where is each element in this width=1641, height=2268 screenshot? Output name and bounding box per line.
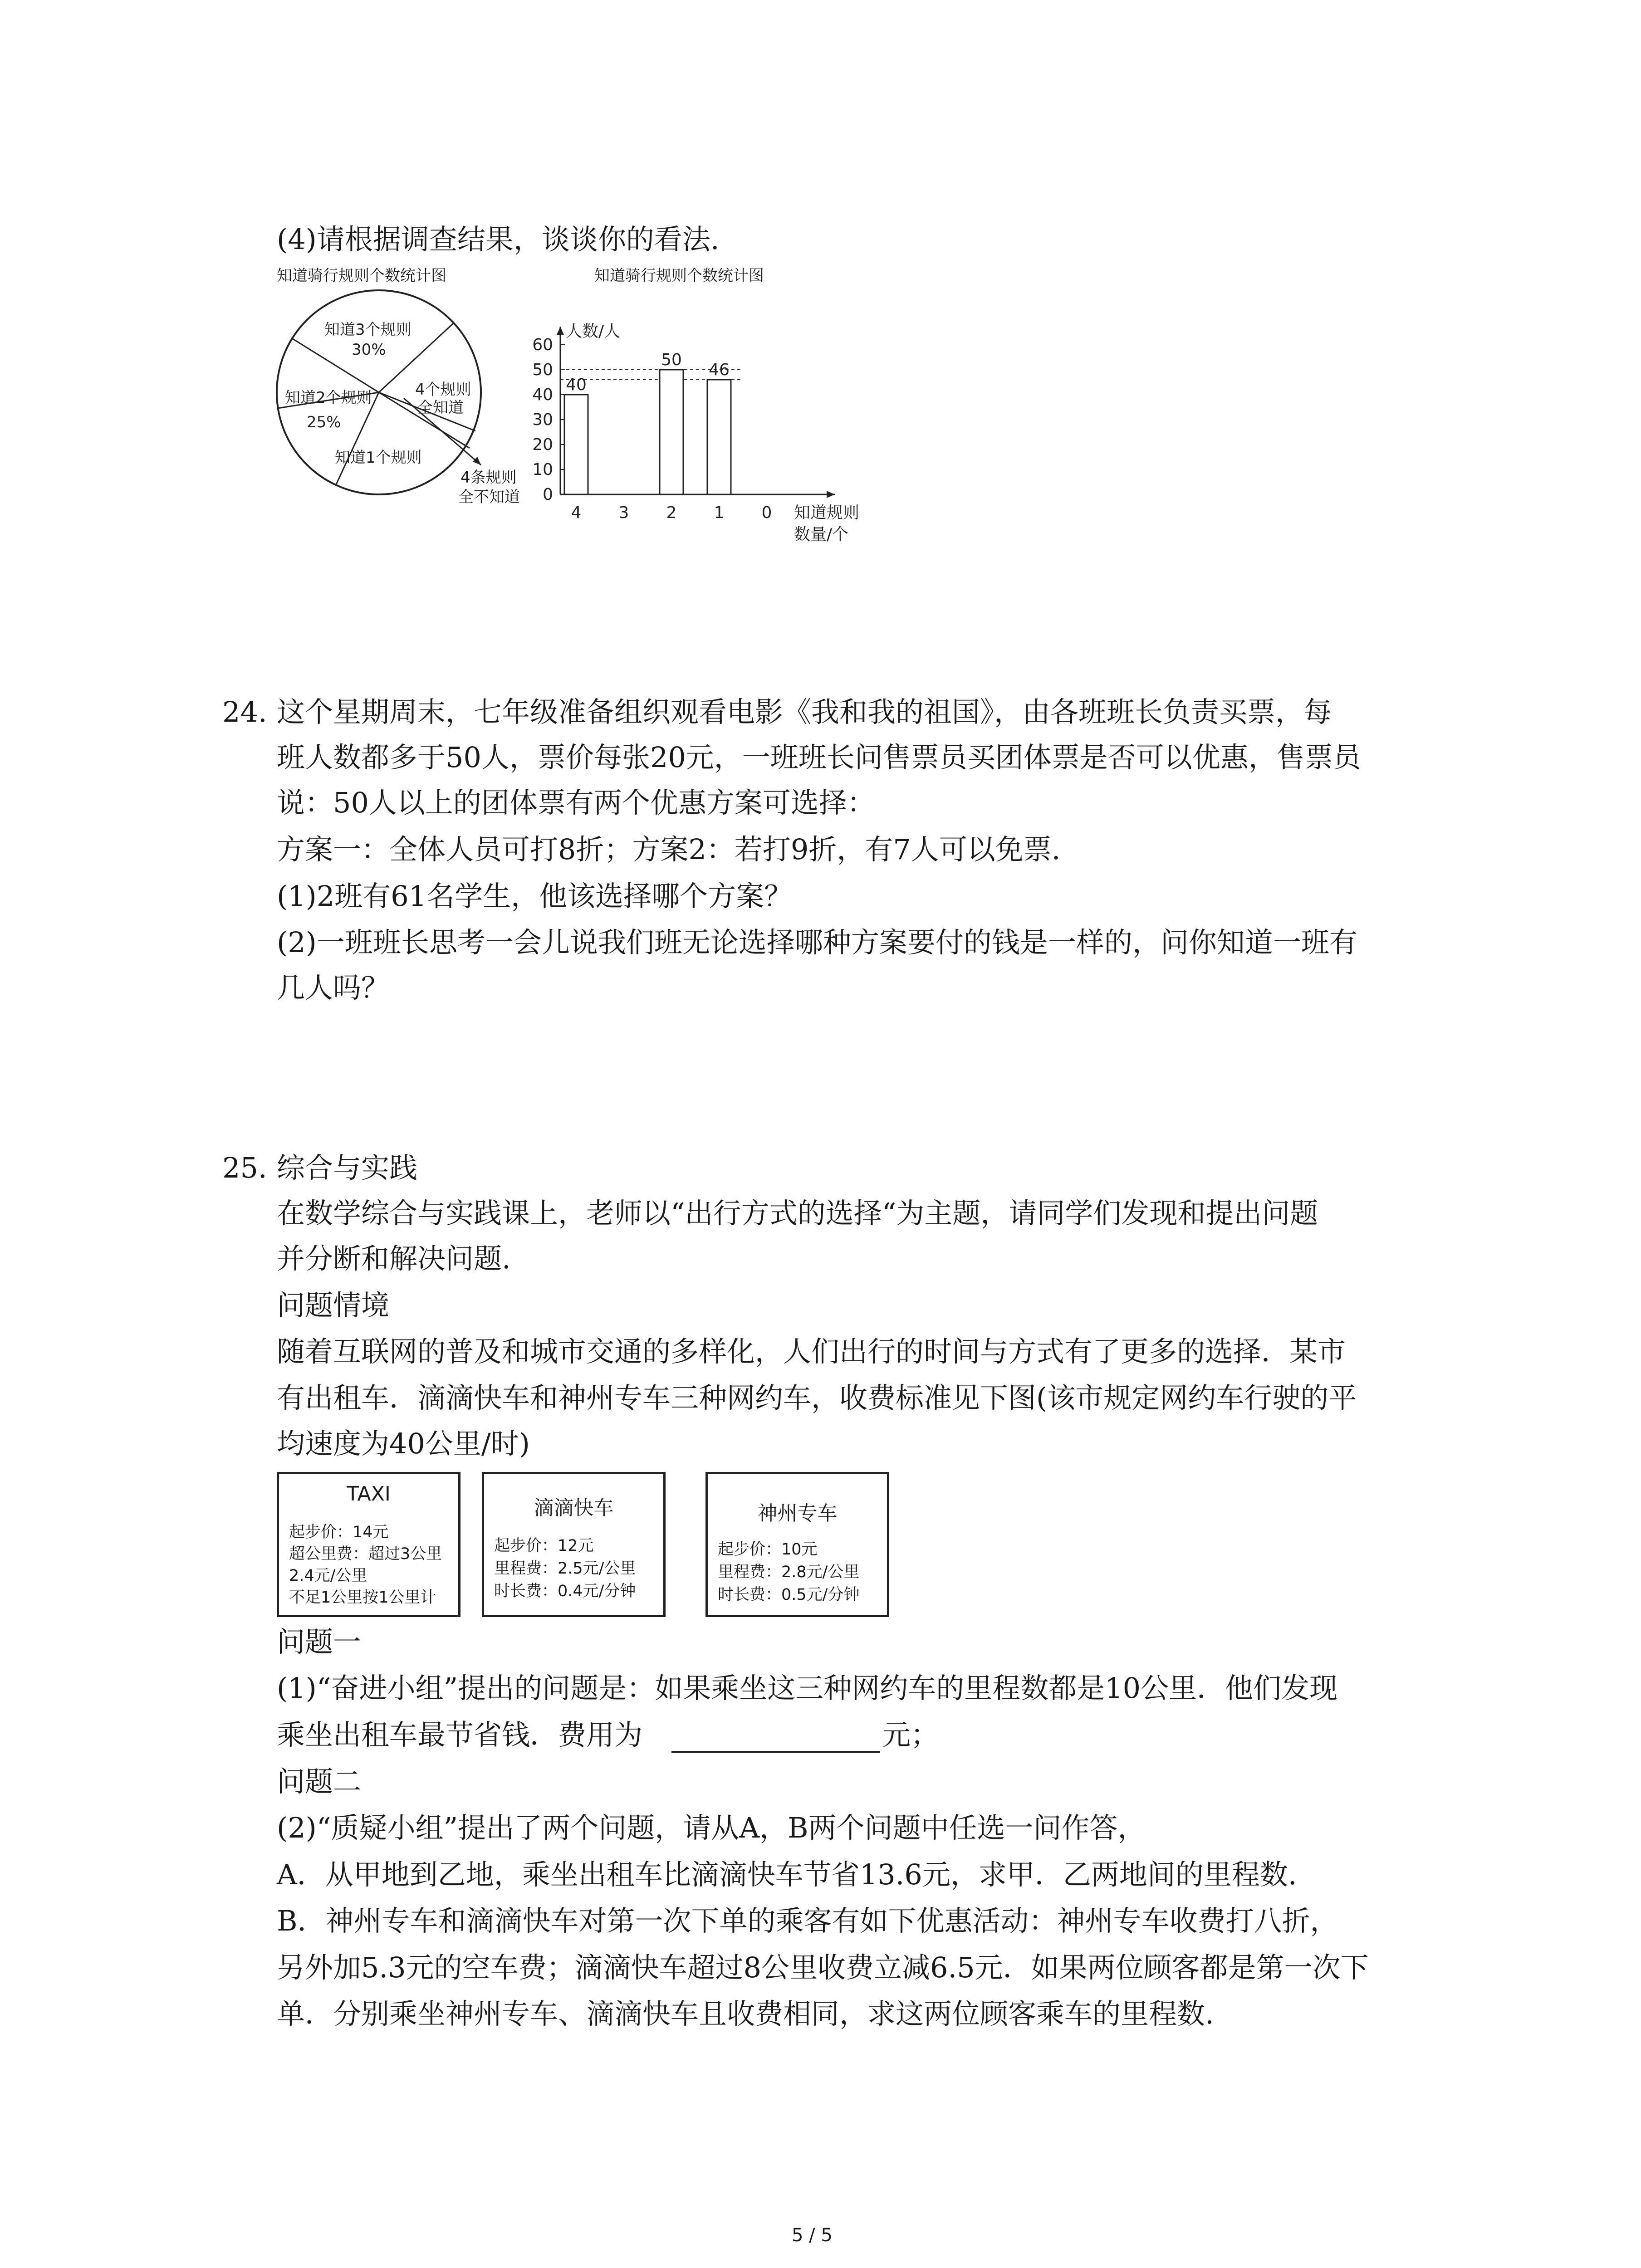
pie-label-four-a: 4个规则: [415, 381, 471, 399]
x-tick-label: 4: [571, 503, 582, 522]
q24-line1: 这个星期周末，七年级准备组织观看电影《我和我的祖国》，由各班班长负责买票，每: [277, 695, 1332, 728]
q23-part4-text: (4)请根据调查结果，谈谈你的看法.: [277, 223, 720, 256]
fare-didi-title: 滴滴快车: [534, 1496, 614, 1520]
pie-label-four-b: 全知道: [417, 399, 464, 417]
fare-shenzhou-title: 神州专车: [757, 1502, 838, 1525]
q25-q2-e: 单．分别乘坐神州专车、滴滴快车且收费相同，求这两位顾客乘车的里程数.: [277, 1997, 1214, 2030]
q24-line4: 方案一：全体人员可打8折；方案2：若打9折，有7人可以免票.: [277, 833, 1061, 866]
y-tick-label: 30: [532, 411, 553, 429]
q25-q2-a: (2)“质疑小组”提出了两个问题，请从A，B两个问题中任选一问作答，: [277, 1811, 1146, 1844]
fare-taxi-l4: 不足1公里按1公里计: [289, 1589, 436, 1607]
x-tick-label: 2: [666, 503, 677, 522]
y-tick-label: 50: [532, 361, 553, 379]
q25-title: 综合与实践: [277, 1151, 418, 1184]
q24-line7: 几人吗？: [277, 971, 390, 1004]
page-number: 5 / 5: [792, 2225, 833, 2246]
x-tick-label: 3: [618, 503, 629, 522]
x-axis-label-b: 数量/个: [794, 525, 849, 544]
pie-label-three: 知道3个规则: [324, 321, 411, 339]
fare-shenzhou-l2: 里程费：2.8元/公里: [718, 1563, 860, 1581]
q25-q2-head: 问题二: [277, 1765, 362, 1798]
bar-value-label: 40: [566, 376, 587, 394]
x-axis-label-a: 知道规则: [794, 503, 860, 522]
pie-label-zero-b: 全不知道: [458, 488, 520, 506]
q25-q1-head: 问题一: [277, 1625, 362, 1658]
q25-situation: 问题情境: [277, 1289, 390, 1322]
q25-line1: 在数学综合与实践课上，老师以“出行方式的选择“为主题，请同学们发现和提出问题: [277, 1197, 1318, 1230]
pie-label-two: 知道2个规则: [285, 389, 372, 407]
fare-taxi-title: TAXI: [347, 1482, 391, 1505]
bar: [707, 380, 731, 494]
pie-label-zero-a: 4条规则: [460, 469, 517, 487]
bar: [564, 395, 588, 494]
q25-line5: 均速度为40公里/时): [277, 1427, 530, 1460]
q24-number: 24.: [222, 695, 267, 728]
q24-line6: (2)一班班长思考一会儿说我们班无论选择哪种方案要付的钱是一样的，问你知道一班有: [277, 926, 1357, 959]
bar: [660, 370, 683, 494]
y-tick-label: 10: [532, 460, 553, 479]
fare-shenzhou-l3: 时长费：0.5元/分钟: [718, 1586, 860, 1604]
bar-chart-title: 知道骑行规则个数统计图: [594, 267, 764, 285]
x-axis-arrow: [827, 491, 835, 498]
fare-didi-l3: 时长费：0.4元/分钟: [494, 1582, 636, 1600]
q24-line2: 班人数都多于50人，票价每张20元，一班班长问售票员买团体票是否可以优惠，售票员: [277, 741, 1361, 774]
bar-chart: [517, 308, 880, 544]
q25-q1-a: (1)“奋进小组”提出的问题是：如果乘坐这三种网约车的里程数都是10公里．他们发现: [277, 1672, 1338, 1705]
fare-didi-l2: 里程费：2.5元/公里: [494, 1559, 636, 1578]
q25-q2-d: 另外加5.3元的空车费；滴滴快车超过8公里收费立减6.5元．如果两位顾客都是第一次下: [277, 1951, 1369, 1984]
q25-line2: 并分断和解决问题.: [277, 1242, 511, 1275]
fare-shenzhou-l1: 起步价：10元: [718, 1540, 818, 1559]
y-tick-label: 40: [532, 386, 553, 404]
pie-label-one: 知道1个规则: [335, 449, 422, 467]
q25-number: 25.: [222, 1151, 267, 1184]
q25-line4: 有出租车．滴滴快车和神州专车三种网约车，收费标准见下图(该市规定网约车行驶的平: [277, 1381, 1357, 1414]
y-tick-label: 20: [532, 435, 553, 454]
pie-label-two-pct: 25%: [307, 413, 341, 431]
bar-value-label: 46: [709, 361, 730, 379]
q25-q2-c: B．神州专车和滴滴快车对第一次下单的乘客有如下优惠活动：神州专车收费打八折，: [277, 1904, 1338, 1937]
y-axis-label: 人数/人: [566, 322, 621, 341]
y-tick-label: 0: [543, 485, 553, 504]
q24-line5: (1)2班有61名学生，他该选择哪个方案？: [277, 880, 793, 913]
pie-arrow-head: [473, 457, 481, 465]
q25-line3: 随着互联网的普及和城市交通的多样化，人们出行的时间与方式有了更多的选择．某市: [277, 1335, 1346, 1368]
answer-blank[interactable]: [671, 1751, 880, 1753]
q25-q1-b: 乘坐出租车最节省钱．费用为: [277, 1718, 643, 1751]
fare-taxi-l2: 超公里费：超过3公里: [289, 1545, 442, 1563]
q24-line3: 说：50人以上的团体票有两个优惠方案可选择：: [277, 786, 875, 819]
y-axis-arrow: [557, 327, 564, 335]
q25-q1-c: 元；: [882, 1718, 939, 1751]
q25-q2-b: A．从甲地到乙地，乘坐出租车比滴滴快车节省13.6元，求甲．乙两地间的里程数.: [277, 1858, 1297, 1891]
x-tick-label: 0: [761, 503, 772, 522]
fare-didi-l1: 起步价：12元: [494, 1537, 594, 1555]
pie-label-three-pct: 30%: [352, 341, 386, 359]
fare-taxi-l1: 起步价：14元: [289, 1523, 389, 1541]
y-tick-label: 60: [532, 336, 553, 354]
fare-box-shenzhou: [705, 1472, 889, 1617]
pie-chart-title: 知道骑行规则个数统计图: [277, 267, 446, 285]
x-tick-label: 1: [714, 503, 725, 522]
fare-box-didi: [482, 1472, 666, 1617]
fare-box-taxi: [277, 1472, 460, 1617]
bar-value-label: 50: [661, 351, 682, 369]
fare-taxi-l3: 2.4元/公里: [289, 1567, 367, 1585]
